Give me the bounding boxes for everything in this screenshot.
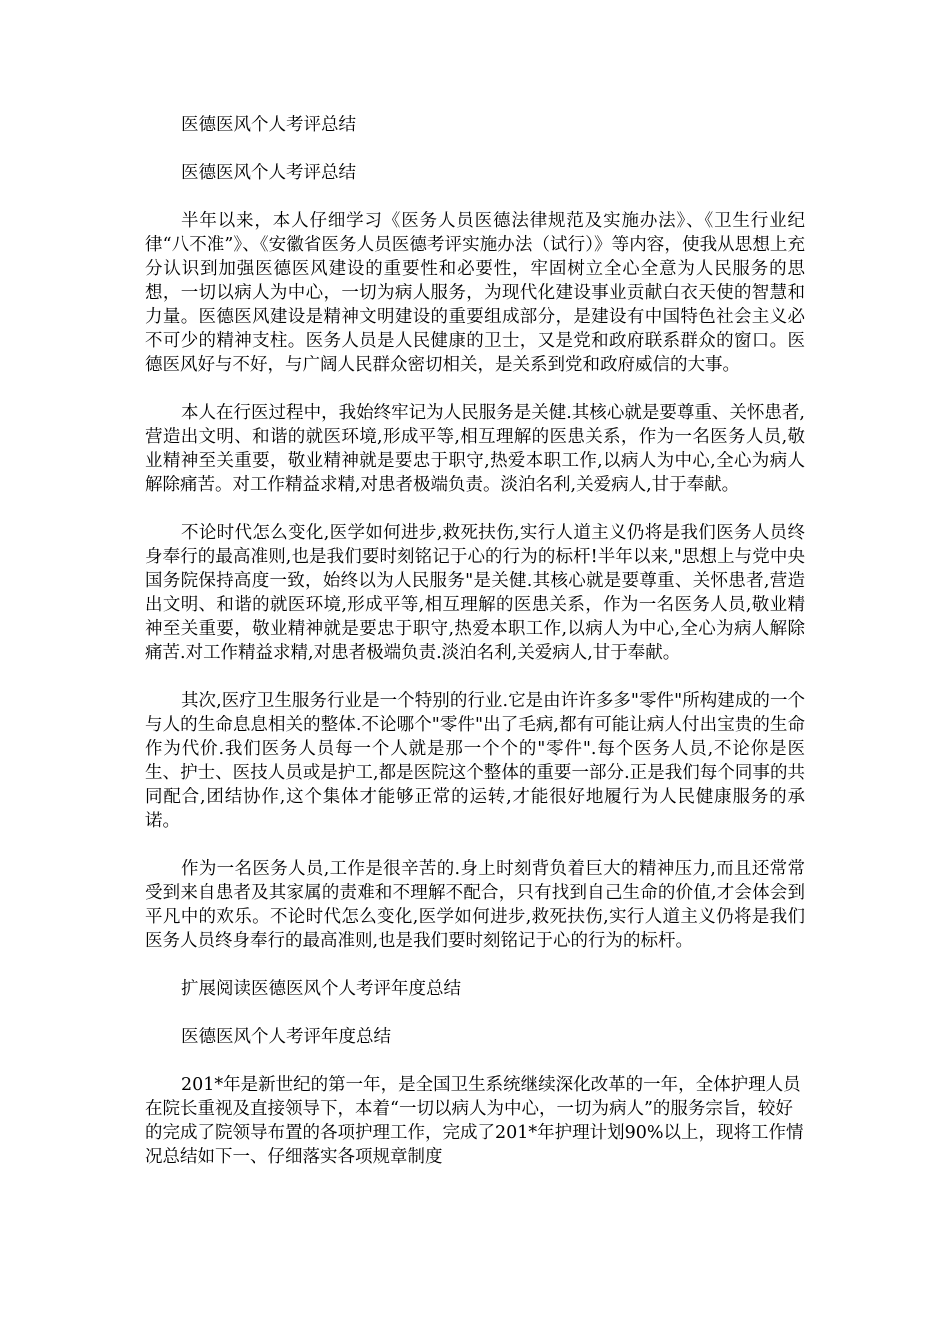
- document-body: [145, 113, 805, 1193]
- section-heading-extended-reading: 扩展阅读医德医风个人考评年度总结: [181, 979, 461, 999]
- paragraph-hardship: 作为一名医务人员,工作是很辛苦的.身上时刻背负着巨大的精神压力,而且还常常受到来自患者及其家属的责难和不理解不配合，只有找到自己生命的价值,才会体会到平凡中的欢乐。不论时代怎么变化,医学如何进步,救死扶伤,实行人道主义仍将是我们医务人员终身奉行的最高准则,也是我们要时刻铭记于心的行为的标杆。: [145, 859, 805, 951]
- paragraph-principle: 不论时代怎么变化,医学如何进步,救死扶伤,实行人道主义仍将是我们医务人员终身奉行的最高准则,也是我们要时刻铭记于心的行为的标杆!半年以来,"思想上与党中央国务院保持高度一致，始终以为人民服务"是关健.其核心就是要尊重、关怀患者,营造出文明、和谐的就医环境,形成平等,相互理解的医患关系，作为一名医务人员,敬业精神至关重要，敬业精神就是要忠于职守,热爱本职工作,以病人为中心,全心为病人解除痛苦.对工作精益求精,对患者极端负责.淡泊名利,关爱病人,甘于奉献。: [145, 523, 805, 663]
- paragraph-intro: 半年以来，本人仔细学习《医务人员医德法律规范及实施办法》、《卫生行业纪律“八不准”》、《安徽省医务人员医德考评实施办法（试行）》等内容，使我从思想上充分认识到加强医德医风建设的重要性和必要性，牢固树立全心全意为人民服务的思想，一切以病人为中心，一切为病人服务，为现代化建设事业贡献白衣天使的智慧和力量。医德医风建设是精神文明建设的重要组成部分，是建设有中国特色社会主义必不可少的精神支柱。医务人员是人民健康的卫士，又是党和政府联系群众的窗口。医德医风好与不好，与广阔人民群众密切相关，是关系到党和政府威信的大事。: [145, 211, 805, 375]
- paragraph-annual-summary: 201*年是新世纪的第一年，是全国卫生系统继续深化改革的一年，全体护理人员在院长重视及直接领导下，本着“一切以病人为中心，一切为病人”的服务宗旨，较好的完成了院领导布置的各项护理工作，完成了201*年护理计划90%以上，现将工作情况总结如下一、仔细落实各项规章制度: [145, 1075, 804, 1167]
- section-heading-annual-summary: 医德医风个人考评年度总结: [181, 1027, 391, 1047]
- document-title: 医德医风个人考评总结: [181, 115, 356, 135]
- paragraph-teamwork: 其次,医疗卫生服务行业是一个特别的行业.它是由许许多多"零件"所构建成的一个与人的生命息息相关的整体.不论哪个"零件"出了毛病,都有可能让病人付出宝贵的生命作为代价.我们医务人员每一个人就是那一个个的"零件".每个医务人员,不论你是医生、护士、医技人员或是护工,都是医院这个整体的重要一部分.正是我们每个同事的共同配合,团结协作,这个集体才能够正常的运转,才能很好地履行为人民健康服务的承诺。: [145, 691, 805, 831]
- document-subtitle: 医德医风个人考评总结: [181, 163, 356, 183]
- paragraph-practice: 本人在行医过程中，我始终牢记为人民服务是关健.其核心就是要尊重、关怀患者,营造出文明、和谐的就医环境,形成平等,相互理解的医患关系，作为一名医务人员,敬业精神至关重要，敬业精神就是要忠于职守,热爱本职工作,以病人为中心,全心为病人解除痛苦。对工作精益求精,对患者极端负责。淡泊名利,关爱病人,甘于奉献。: [145, 403, 805, 495]
